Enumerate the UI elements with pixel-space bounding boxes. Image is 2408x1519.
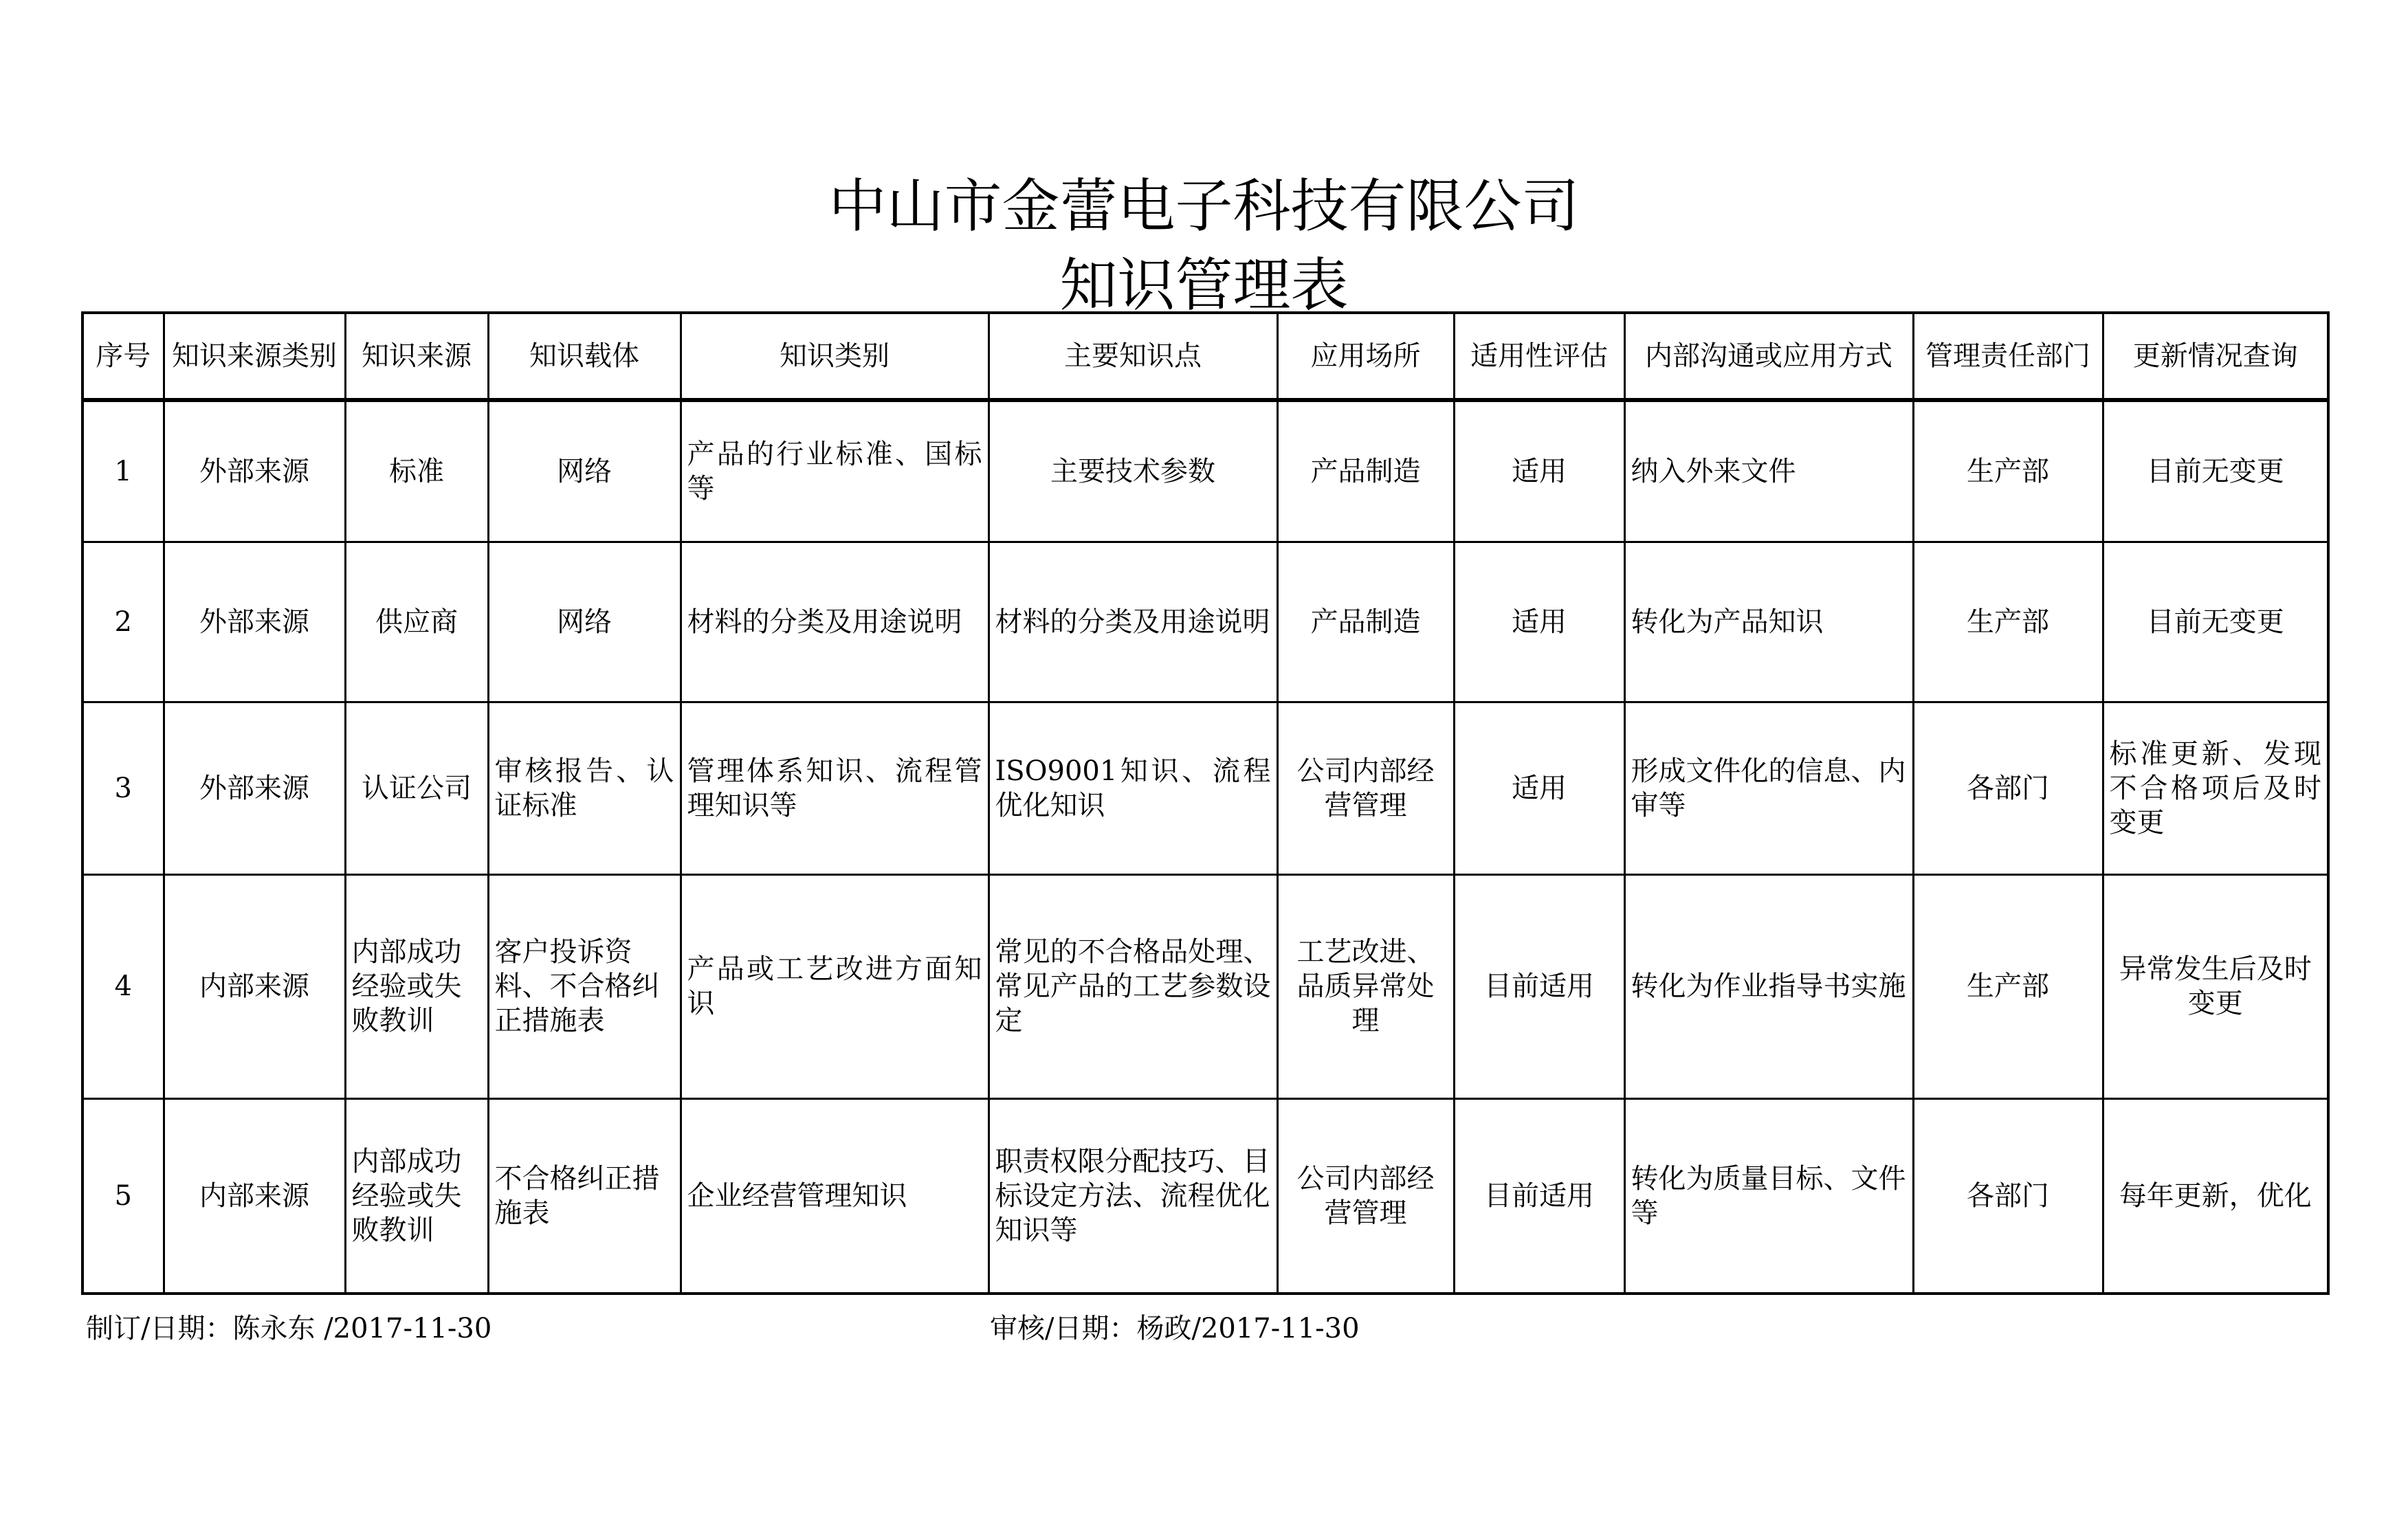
cell-category: 材料的分类及用途说明: [681, 542, 988, 702]
document-title: 知识管理表: [1059, 252, 1349, 319]
cell-source-type: 外部来源: [164, 542, 345, 702]
cell-dept: 各部门: [1913, 702, 2103, 874]
cell-no: 1: [82, 400, 164, 542]
table-row: [82, 542, 2328, 702]
cell-method: 转化为质量目标、文件等: [1624, 1098, 1913, 1294]
cell-carrier: 客户投诉资料、不合格纠正措施表: [488, 874, 681, 1098]
cell-dept: 生产部: [1913, 400, 2103, 542]
cell-dept: 各部门: [1913, 1098, 2103, 1294]
column-header-dept: 管理责任部门: [1913, 313, 2103, 400]
cell-carrier: 网络: [488, 542, 681, 702]
cell-key-points: 常见的不合格品处理、常见产品的工艺参数设定: [988, 874, 1277, 1098]
cell-place: 工艺改进、品质异常处理: [1277, 874, 1454, 1098]
column-header-update: 更新情况查询: [2103, 313, 2328, 400]
cell-carrier: 审核报告、认证标准: [488, 702, 681, 874]
cell-dept: 生产部: [1913, 542, 2103, 702]
cell-no: 4: [82, 874, 164, 1098]
column-header-source: 知识来源: [345, 313, 488, 400]
cell-source-type: 内部来源: [164, 874, 345, 1098]
column-header-carrier: 知识载体: [488, 313, 681, 400]
cell-no: 3: [82, 702, 164, 874]
column-header-place: 应用场所: [1277, 313, 1454, 400]
cell-source: 供应商: [345, 542, 488, 702]
cell-method: 纳入外来文件: [1624, 400, 1913, 542]
cell-assessment: 适用: [1454, 702, 1624, 874]
column-header-key-points: 主要知识点: [988, 313, 1277, 400]
table-row: [82, 1098, 2328, 1294]
cell-assessment: 适用: [1454, 400, 1624, 542]
cell-assessment: 目前适用: [1454, 1098, 1624, 1294]
cell-category: 企业经营管理知识: [681, 1098, 988, 1294]
cell-place: 产品制造: [1277, 542, 1454, 702]
column-header-source-type: 知识来源类别: [164, 313, 345, 400]
cell-source-type: 内部来源: [164, 1098, 345, 1294]
column-header-method: 内部沟通或应用方式: [1624, 313, 1913, 400]
column-header-no: 序号: [82, 313, 164, 400]
table-row: [82, 400, 2328, 542]
cell-update: 目前无变更: [2103, 542, 2328, 702]
knowledge-management-table: [81, 311, 2330, 1295]
cell-source: 内部成功经验或失败教训: [345, 874, 488, 1098]
cell-assessment: 目前适用: [1454, 874, 1624, 1098]
cell-place: 公司内部经营管理: [1277, 702, 1454, 874]
cell-method: 转化为作业指导书实施: [1624, 874, 1913, 1098]
cell-place: 产品制造: [1277, 400, 1454, 542]
cell-category: 产品或工艺改进方面知识: [681, 874, 988, 1098]
cell-update: 标准更新、发现不合格项后及时变更: [2103, 702, 2328, 874]
cell-key-points: 材料的分类及用途说明: [988, 542, 1277, 702]
column-header-assessment: 适用性评估: [1454, 313, 1624, 400]
cell-key-points: 主要技术参数: [988, 400, 1277, 542]
cell-method: 转化为产品知识: [1624, 542, 1913, 702]
cell-dept: 生产部: [1913, 874, 2103, 1098]
table-row: [82, 702, 2328, 874]
cell-key-points: ISO9001知识、流程优化知识: [988, 702, 1277, 874]
cell-source: 内部成功经验或失败教训: [345, 1098, 488, 1294]
cell-category: 产品的行业标准、国标等: [681, 400, 988, 542]
cell-assessment: 适用: [1454, 542, 1624, 702]
table-header-row: [82, 313, 2328, 400]
table-row: [82, 874, 2328, 1098]
cell-update: 每年更新，优化: [2103, 1098, 2328, 1294]
cell-carrier: 网络: [488, 400, 681, 542]
cell-no: 2: [82, 542, 164, 702]
reviewed-by-date: 审核/日期：杨政/2017-11-30: [990, 1313, 1360, 1344]
cell-carrier: 不合格纠正措施表: [488, 1098, 681, 1294]
cell-place: 公司内部经营管理: [1277, 1098, 1454, 1294]
cell-method: 形成文件化的信息、内审等: [1624, 702, 1913, 874]
cell-source-type: 外部来源: [164, 702, 345, 874]
cell-category: 管理体系知识、流程管理知识等: [681, 702, 988, 874]
cell-source-type: 外部来源: [164, 400, 345, 542]
prepared-by-date: 制订/日期：陈永东 /2017-11-30: [86, 1313, 492, 1344]
company-name: 中山市金蕾电子科技有限公司: [828, 173, 1580, 240]
cell-source: 标准: [345, 400, 488, 542]
cell-key-points: 职责权限分配技巧、目标设定方法、流程优化知识等: [988, 1098, 1277, 1294]
cell-no: 5: [82, 1098, 164, 1294]
cell-source: 认证公司: [345, 702, 488, 874]
cell-update: 异常发生后及时变更: [2103, 874, 2328, 1098]
cell-update: 目前无变更: [2103, 400, 2328, 542]
column-header-category: 知识类别: [681, 313, 988, 400]
